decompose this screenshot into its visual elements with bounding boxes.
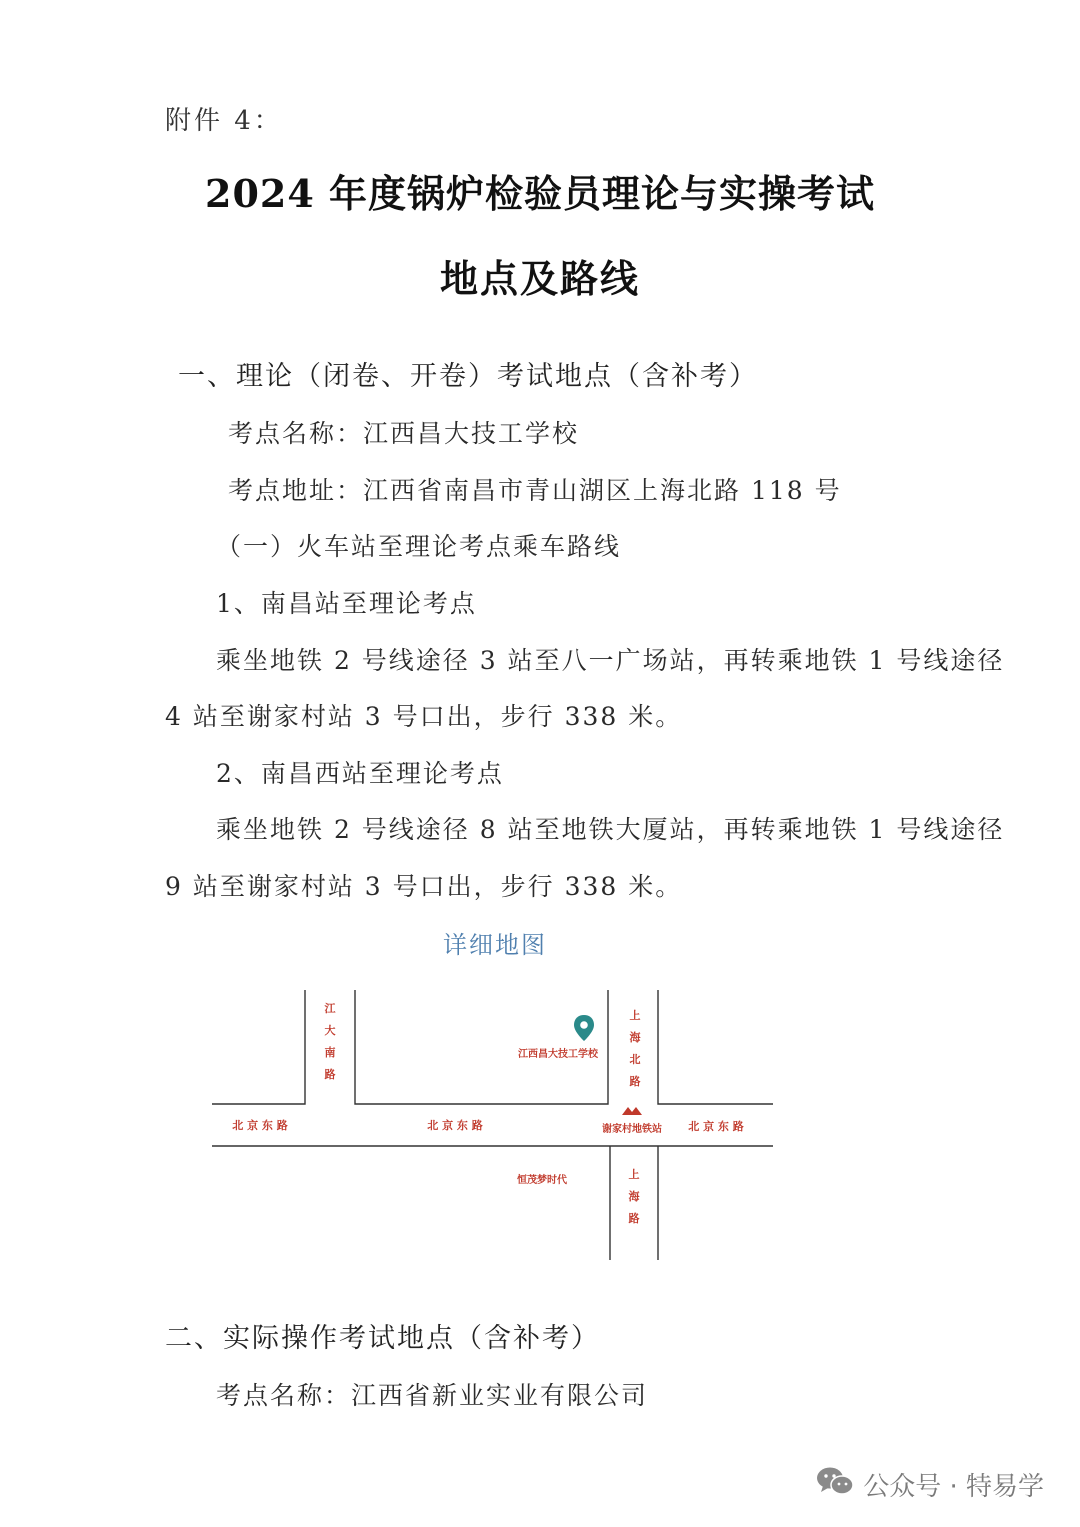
route2-heading: 2、南昌西站至理论考点	[216, 759, 504, 788]
location-pin-icon	[574, 1015, 594, 1041]
shanghai-north-char-1: 上	[629, 1009, 641, 1022]
watermark	[815, 1465, 1044, 1504]
section2-exam-site-name: 考点名称：江西省新业实业有限公司	[216, 1381, 649, 1410]
road-label-shanghai	[629, 1167, 641, 1225]
road-label-beijing-east-right: 北 京 东 路	[688, 1120, 744, 1133]
route1-line-1: 乘坐地铁 2 号线途径 3 站至八一广场站，再转乘地铁 1 号线途径	[216, 646, 1005, 675]
jiangda-char-4: 路	[324, 1068, 336, 1081]
jiangda-char-3: 南	[324, 1046, 336, 1059]
wechat-icon	[815, 1465, 855, 1504]
route2-line-2: 9 站至谢家村站 3 号口出，步行 338 米。	[165, 872, 683, 901]
metro-station-icon	[622, 1107, 642, 1115]
shanghai-char-1: 上	[628, 1168, 640, 1181]
route2-line-1: 乘坐地铁 2 号线途径 8 站至地铁大厦站，再转乘地铁 1 号线途径	[216, 815, 1005, 844]
shanghai-north-char-4: 路	[629, 1075, 641, 1088]
document-title-line-2: 地点及路线	[439, 256, 640, 301]
road-label-jiangda-south	[324, 1001, 337, 1081]
landmark-label: 恒茂梦时代	[517, 1175, 567, 1186]
map-title: 详细地图	[443, 931, 547, 959]
jiangda-char-1: 江	[324, 1002, 336, 1015]
shanghai-char-3: 路	[628, 1212, 640, 1225]
shanghai-char-2: 海	[628, 1190, 640, 1203]
shanghai-north-char-3: 北	[629, 1053, 641, 1066]
road-label-shanghai-north	[630, 1008, 642, 1088]
section1-route-subheading: （一）火车站至理论考点乘车路线	[216, 532, 622, 561]
section1-heading: 一、理论（闭卷、开卷）考试地点（含补考）	[178, 361, 758, 392]
school-label: 江西昌大技工学校	[518, 1049, 598, 1060]
section1-exam-site-address: 考点地址：江西省南昌市青山湖区上海北路 118 号	[228, 476, 842, 505]
road-label-beijing-east-mid: 北 京 东 路	[427, 1119, 483, 1132]
route1-heading: 1、南昌站至理论考点	[216, 589, 477, 618]
shanghai-north-char-2: 海	[629, 1031, 641, 1044]
jiangda-char-2: 大	[324, 1024, 336, 1037]
watermark-text: 公众号 · 特易学	[863, 1472, 1044, 1502]
section2-heading: 二、实际操作考试地点（含补考）	[165, 1323, 600, 1354]
route-map	[200, 985, 790, 1265]
document-title-line-1: 2024 年度锅炉检验员理论与实操考试	[205, 171, 875, 216]
section1-exam-site-name: 考点名称：江西昌大技工学校	[228, 419, 580, 448]
route1-line-2: 4 站至谢家村站 3 号口出，步行 338 米。	[165, 702, 683, 731]
metro-station-label: 谢家村地铁站	[602, 1124, 662, 1135]
attachment-label: 附件 4：	[165, 106, 283, 136]
road-label-beijing-east-left: 北 京 东 路	[232, 1119, 288, 1132]
